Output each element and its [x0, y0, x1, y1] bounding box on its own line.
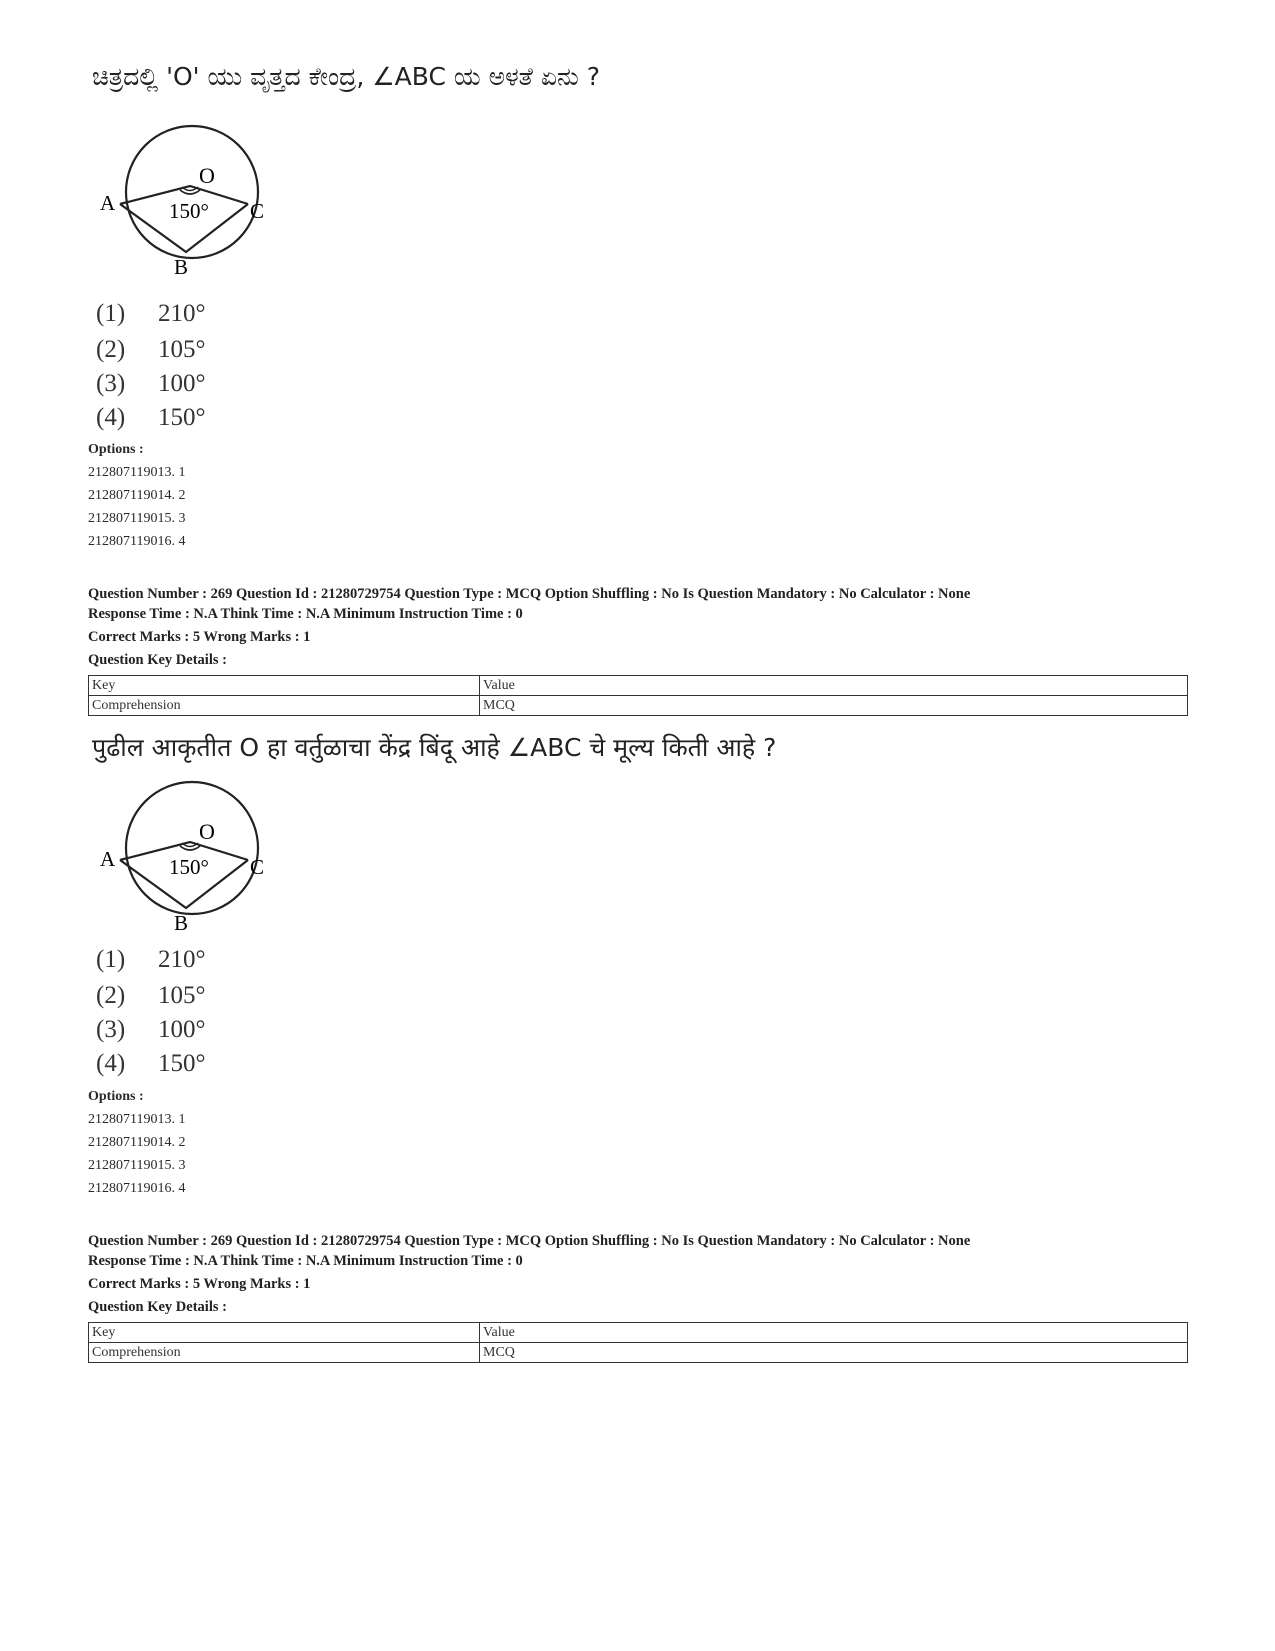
point-a-label: A — [100, 847, 116, 871]
option-id: 212807119015. 3 — [88, 1158, 186, 1173]
key-table — [88, 675, 1188, 716]
option-id: 212807119014. 2 — [88, 1135, 186, 1150]
table-header-key: Key — [89, 1323, 480, 1343]
key-details-heading: Question Key Details : — [88, 1299, 227, 1315]
key-table — [88, 1322, 1188, 1363]
option-4: (4) 150° — [96, 404, 206, 431]
question-meta-line-1: Question Number : 269 Question Id : 21280729754 Question Type : MCQ Option Shuffling : No Is Question Mandatory : No Calculator : None — [88, 586, 971, 602]
question-text: ಚಿತ್ರದಲ್ಲಿ 'O' ಯು ವೃತ್ತದ ಕೇಂದ್ರ, ∠ABC ಯ ಅಳತೆ ಏನು ? — [92, 62, 601, 91]
table-header-value: Value — [480, 676, 1188, 696]
question-meta-line-3: Correct Marks : 5 Wrong Marks : 1 — [88, 1276, 311, 1292]
question-meta-line-1: Question Number : 269 Question Id : 21280729754 Question Type : MCQ Option Shuffling : No Is Question Mandatory : No Calculator : None — [88, 1233, 971, 1249]
table-cell-key: Comprehension — [89, 1343, 480, 1363]
angle-label: 150° — [169, 199, 209, 223]
table-header-key: Key — [89, 676, 480, 696]
table-row — [89, 1323, 1188, 1343]
option-2: (2) 105° — [96, 982, 206, 1009]
point-a-label: A — [100, 191, 116, 215]
point-o-label: O — [199, 819, 215, 844]
angle-label: 150° — [169, 855, 209, 879]
table-row — [89, 1343, 1188, 1363]
options-heading: Options : — [88, 442, 144, 457]
option-id: 212807119015. 3 — [88, 511, 186, 526]
table-header-value: Value — [480, 1323, 1188, 1343]
option-id: 212807119013. 1 — [88, 1112, 186, 1127]
question-text: पुढील आकृतीत O हा वर्तुळाचा केंद्र बिंदू आहे ∠ABC चे मूल्य किती आहे ? — [92, 733, 777, 762]
option-3: (3) 100° — [96, 370, 206, 397]
option-id: 212807119016. 4 — [88, 1181, 186, 1196]
table-row — [89, 696, 1188, 716]
option-id: 212807119016. 4 — [88, 534, 186, 549]
key-details-heading: Question Key Details : — [88, 652, 227, 668]
question-meta-line-2: Response Time : N.A Think Time : N.A Minimum Instruction Time : 0 — [88, 1253, 523, 1269]
option-id: 212807119014. 2 — [88, 488, 186, 503]
option-id: 212807119013. 1 — [88, 465, 186, 480]
point-b-label: B — [174, 911, 189, 935]
point-c-label: C — [250, 855, 265, 879]
question-meta-line-3: Correct Marks : 5 Wrong Marks : 1 — [88, 629, 311, 645]
circle-figure — [96, 776, 286, 936]
table-cell-value: MCQ — [480, 696, 1188, 716]
table-cell-key: Comprehension — [89, 696, 480, 716]
options-heading: Options : — [88, 1089, 144, 1104]
option-2: (2) 105° — [96, 336, 206, 363]
option-4: (4) 150° — [96, 1050, 206, 1077]
table-cell-value: MCQ — [480, 1343, 1188, 1363]
point-o-label: O — [199, 163, 215, 188]
question-meta-line-2: Response Time : N.A Think Time : N.A Minimum Instruction Time : 0 — [88, 606, 523, 622]
option-1: (1) 210° — [96, 946, 206, 973]
table-row — [89, 676, 1188, 696]
circle-figure — [96, 120, 286, 280]
point-c-label: C — [250, 199, 265, 223]
point-b-label: B — [174, 255, 189, 279]
option-1: (1) 210° — [96, 300, 206, 327]
option-3: (3) 100° — [96, 1016, 206, 1043]
